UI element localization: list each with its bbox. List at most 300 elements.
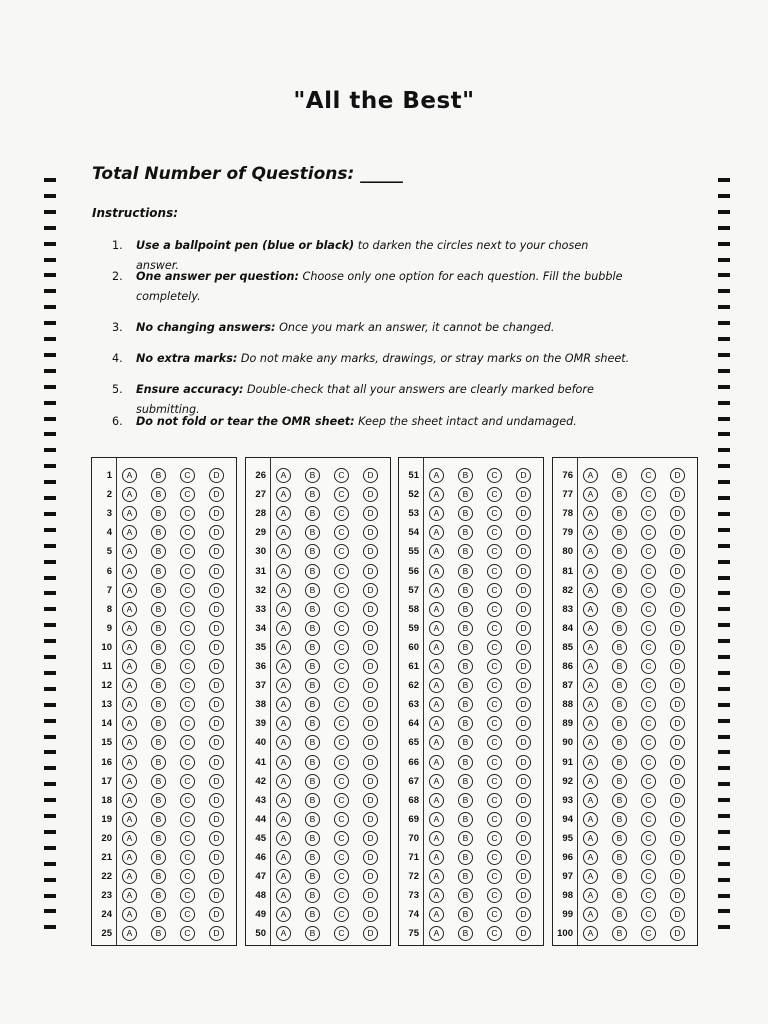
answer-bubble-d[interactable]: D: [516, 888, 531, 903]
answer-bubble-c[interactable]: C: [487, 755, 502, 770]
answer-bubble-a[interactable]: A: [122, 602, 137, 617]
answer-bubble-d[interactable]: D: [516, 621, 531, 636]
answer-bubble-a[interactable]: A: [429, 659, 444, 674]
answer-bubble-c[interactable]: C: [641, 793, 656, 808]
answer-bubble-b[interactable]: B: [151, 621, 166, 636]
answer-bubble-c[interactable]: C: [334, 525, 349, 540]
answer-bubble-a[interactable]: A: [583, 850, 598, 865]
answer-bubble-c[interactable]: C: [334, 735, 349, 750]
answer-bubble-d[interactable]: D: [209, 774, 224, 789]
answer-bubble-c[interactable]: C: [180, 487, 195, 502]
answer-bubble-a[interactable]: A: [122, 678, 137, 693]
answer-bubble-a[interactable]: A: [276, 831, 291, 846]
answer-bubble-d[interactable]: D: [670, 640, 685, 655]
answer-bubble-d[interactable]: D: [516, 926, 531, 941]
answer-bubble-b[interactable]: B: [612, 602, 627, 617]
answer-bubble-a[interactable]: A: [276, 468, 291, 483]
answer-bubble-a[interactable]: A: [583, 697, 598, 712]
answer-bubble-b[interactable]: B: [612, 755, 627, 770]
answer-bubble-b[interactable]: B: [151, 697, 166, 712]
answer-bubble-a[interactable]: A: [122, 812, 137, 827]
answer-bubble-a[interactable]: A: [276, 640, 291, 655]
answer-bubble-b[interactable]: B: [612, 793, 627, 808]
answer-bubble-b[interactable]: B: [612, 888, 627, 903]
answer-bubble-c[interactable]: C: [487, 774, 502, 789]
answer-bubble-a[interactable]: A: [583, 621, 598, 636]
answer-bubble-a[interactable]: A: [429, 544, 444, 559]
answer-bubble-a[interactable]: A: [122, 869, 137, 884]
answer-bubble-c[interactable]: C: [334, 812, 349, 827]
answer-bubble-d[interactable]: D: [516, 640, 531, 655]
answer-bubble-d[interactable]: D: [209, 716, 224, 731]
answer-bubble-d[interactable]: D: [516, 583, 531, 598]
answer-bubble-a[interactable]: A: [276, 735, 291, 750]
answer-bubble-b[interactable]: B: [612, 850, 627, 865]
answer-bubble-d[interactable]: D: [363, 831, 378, 846]
answer-bubble-c[interactable]: C: [180, 525, 195, 540]
answer-bubble-a[interactable]: A: [583, 564, 598, 579]
answer-bubble-a[interactable]: A: [122, 525, 137, 540]
answer-bubble-b[interactable]: B: [151, 468, 166, 483]
answer-bubble-a[interactable]: A: [122, 831, 137, 846]
answer-bubble-b[interactable]: B: [612, 468, 627, 483]
answer-bubble-c[interactable]: C: [180, 583, 195, 598]
answer-bubble-c[interactable]: C: [487, 869, 502, 884]
answer-bubble-c[interactable]: C: [641, 525, 656, 540]
answer-bubble-c[interactable]: C: [334, 487, 349, 502]
answer-bubble-a[interactable]: A: [122, 583, 137, 598]
answer-bubble-b[interactable]: B: [458, 793, 473, 808]
answer-bubble-b[interactable]: B: [151, 487, 166, 502]
answer-bubble-b[interactable]: B: [305, 774, 320, 789]
answer-bubble-b[interactable]: B: [305, 525, 320, 540]
answer-bubble-b[interactable]: B: [612, 926, 627, 941]
answer-bubble-a[interactable]: A: [429, 812, 444, 827]
answer-bubble-b[interactable]: B: [305, 831, 320, 846]
answer-bubble-b[interactable]: B: [305, 907, 320, 922]
answer-bubble-b[interactable]: B: [305, 850, 320, 865]
answer-bubble-a[interactable]: A: [122, 544, 137, 559]
answer-bubble-b[interactable]: B: [305, 621, 320, 636]
answer-bubble-d[interactable]: D: [670, 888, 685, 903]
answer-bubble-d[interactable]: D: [363, 487, 378, 502]
answer-bubble-c[interactable]: C: [180, 506, 195, 521]
answer-bubble-b[interactable]: B: [458, 621, 473, 636]
answer-bubble-d[interactable]: D: [363, 793, 378, 808]
answer-bubble-d[interactable]: D: [363, 678, 378, 693]
answer-bubble-b[interactable]: B: [458, 525, 473, 540]
answer-bubble-c[interactable]: C: [334, 907, 349, 922]
answer-bubble-b[interactable]: B: [458, 544, 473, 559]
answer-bubble-d[interactable]: D: [363, 850, 378, 865]
answer-bubble-b[interactable]: B: [305, 888, 320, 903]
answer-bubble-c[interactable]: C: [641, 888, 656, 903]
answer-bubble-d[interactable]: D: [516, 468, 531, 483]
answer-bubble-c[interactable]: C: [641, 583, 656, 598]
answer-bubble-a[interactable]: A: [122, 697, 137, 712]
answer-bubble-c[interactable]: C: [180, 812, 195, 827]
answer-bubble-a[interactable]: A: [276, 907, 291, 922]
answer-bubble-b[interactable]: B: [458, 640, 473, 655]
answer-bubble-a[interactable]: A: [429, 926, 444, 941]
answer-bubble-b[interactable]: B: [458, 487, 473, 502]
answer-bubble-c[interactable]: C: [180, 716, 195, 731]
answer-bubble-a[interactable]: A: [276, 869, 291, 884]
answer-bubble-c[interactable]: C: [641, 621, 656, 636]
answer-bubble-a[interactable]: A: [429, 850, 444, 865]
answer-bubble-a[interactable]: A: [583, 716, 598, 731]
answer-bubble-a[interactable]: A: [276, 602, 291, 617]
answer-bubble-a[interactable]: A: [276, 850, 291, 865]
answer-bubble-b[interactable]: B: [458, 850, 473, 865]
answer-bubble-d[interactable]: D: [209, 621, 224, 636]
answer-bubble-b[interactable]: B: [151, 888, 166, 903]
answer-bubble-c[interactable]: C: [487, 583, 502, 598]
answer-bubble-c[interactable]: C: [180, 640, 195, 655]
answer-bubble-b[interactable]: B: [458, 755, 473, 770]
answer-bubble-c[interactable]: C: [180, 621, 195, 636]
answer-bubble-c[interactable]: C: [487, 907, 502, 922]
answer-bubble-c[interactable]: C: [641, 640, 656, 655]
answer-bubble-d[interactable]: D: [209, 850, 224, 865]
answer-bubble-d[interactable]: D: [209, 506, 224, 521]
answer-bubble-b[interactable]: B: [458, 678, 473, 693]
answer-bubble-c[interactable]: C: [334, 831, 349, 846]
answer-bubble-c[interactable]: C: [487, 621, 502, 636]
answer-bubble-d[interactable]: D: [209, 640, 224, 655]
answer-bubble-b[interactable]: B: [305, 716, 320, 731]
answer-bubble-c[interactable]: C: [487, 487, 502, 502]
answer-bubble-c[interactable]: C: [641, 926, 656, 941]
answer-bubble-a[interactable]: A: [429, 678, 444, 693]
answer-bubble-a[interactable]: A: [583, 869, 598, 884]
answer-bubble-c[interactable]: C: [641, 907, 656, 922]
answer-bubble-a[interactable]: A: [276, 812, 291, 827]
answer-bubble-b[interactable]: B: [612, 678, 627, 693]
answer-bubble-c[interactable]: C: [641, 506, 656, 521]
answer-bubble-c[interactable]: C: [487, 468, 502, 483]
answer-bubble-b[interactable]: B: [458, 812, 473, 827]
answer-bubble-a[interactable]: A: [583, 755, 598, 770]
answer-bubble-d[interactable]: D: [670, 869, 685, 884]
answer-bubble-b[interactable]: B: [305, 697, 320, 712]
answer-bubble-c[interactable]: C: [180, 735, 195, 750]
answer-bubble-d[interactable]: D: [209, 888, 224, 903]
answer-bubble-d[interactable]: D: [516, 544, 531, 559]
answer-bubble-c[interactable]: C: [641, 716, 656, 731]
answer-bubble-b[interactable]: B: [305, 812, 320, 827]
answer-bubble-b[interactable]: B: [612, 544, 627, 559]
answer-bubble-d[interactable]: D: [516, 564, 531, 579]
answer-bubble-b[interactable]: B: [151, 869, 166, 884]
answer-bubble-a[interactable]: A: [429, 602, 444, 617]
answer-bubble-d[interactable]: D: [670, 602, 685, 617]
answer-bubble-c[interactable]: C: [641, 659, 656, 674]
answer-bubble-d[interactable]: D: [209, 831, 224, 846]
answer-bubble-b[interactable]: B: [458, 583, 473, 598]
answer-bubble-d[interactable]: D: [363, 697, 378, 712]
answer-bubble-a[interactable]: A: [122, 640, 137, 655]
answer-bubble-b[interactable]: B: [612, 812, 627, 827]
answer-bubble-c[interactable]: C: [334, 583, 349, 598]
answer-bubble-a[interactable]: A: [276, 525, 291, 540]
answer-bubble-a[interactable]: A: [276, 621, 291, 636]
answer-bubble-a[interactable]: A: [583, 678, 598, 693]
answer-bubble-a[interactable]: A: [122, 793, 137, 808]
answer-bubble-d[interactable]: D: [363, 602, 378, 617]
answer-bubble-c[interactable]: C: [641, 678, 656, 693]
answer-bubble-a[interactable]: A: [429, 640, 444, 655]
answer-bubble-a[interactable]: A: [276, 793, 291, 808]
answer-bubble-b[interactable]: B: [305, 506, 320, 521]
answer-bubble-d[interactable]: D: [363, 869, 378, 884]
answer-bubble-d[interactable]: D: [516, 774, 531, 789]
answer-bubble-a[interactable]: A: [276, 544, 291, 559]
answer-bubble-d[interactable]: D: [670, 793, 685, 808]
answer-bubble-a[interactable]: A: [583, 812, 598, 827]
answer-bubble-a[interactable]: A: [429, 869, 444, 884]
answer-bubble-c[interactable]: C: [641, 831, 656, 846]
answer-bubble-c[interactable]: C: [641, 869, 656, 884]
answer-bubble-b[interactable]: B: [458, 564, 473, 579]
answer-bubble-d[interactable]: D: [516, 907, 531, 922]
answer-bubble-a[interactable]: A: [429, 716, 444, 731]
answer-bubble-a[interactable]: A: [122, 468, 137, 483]
answer-bubble-c[interactable]: C: [487, 506, 502, 521]
answer-bubble-a[interactable]: A: [583, 544, 598, 559]
answer-bubble-d[interactable]: D: [209, 735, 224, 750]
answer-bubble-a[interactable]: A: [583, 926, 598, 941]
answer-bubble-b[interactable]: B: [458, 831, 473, 846]
answer-bubble-c[interactable]: C: [487, 926, 502, 941]
answer-bubble-d[interactable]: D: [516, 716, 531, 731]
answer-bubble-c[interactable]: C: [641, 755, 656, 770]
answer-bubble-a[interactable]: A: [583, 583, 598, 598]
answer-bubble-a[interactable]: A: [583, 487, 598, 502]
answer-bubble-b[interactable]: B: [305, 793, 320, 808]
answer-bubble-c[interactable]: C: [180, 659, 195, 674]
answer-bubble-b[interactable]: B: [458, 907, 473, 922]
answer-bubble-b[interactable]: B: [305, 564, 320, 579]
answer-bubble-d[interactable]: D: [670, 735, 685, 750]
answer-bubble-b[interactable]: B: [458, 659, 473, 674]
answer-bubble-d[interactable]: D: [516, 602, 531, 617]
answer-bubble-c[interactable]: C: [180, 831, 195, 846]
answer-bubble-c[interactable]: C: [334, 793, 349, 808]
answer-bubble-d[interactable]: D: [363, 506, 378, 521]
answer-bubble-a[interactable]: A: [429, 907, 444, 922]
answer-bubble-a[interactable]: A: [276, 487, 291, 502]
answer-bubble-c[interactable]: C: [180, 468, 195, 483]
answer-bubble-d[interactable]: D: [363, 926, 378, 941]
answer-bubble-c[interactable]: C: [334, 544, 349, 559]
answer-bubble-b[interactable]: B: [151, 735, 166, 750]
answer-bubble-d[interactable]: D: [670, 564, 685, 579]
answer-bubble-d[interactable]: D: [363, 907, 378, 922]
answer-bubble-b[interactable]: B: [458, 774, 473, 789]
answer-bubble-d[interactable]: D: [209, 793, 224, 808]
answer-bubble-b[interactable]: B: [151, 755, 166, 770]
answer-bubble-b[interactable]: B: [305, 755, 320, 770]
answer-bubble-b[interactable]: B: [151, 659, 166, 674]
answer-bubble-b[interactable]: B: [151, 831, 166, 846]
answer-bubble-d[interactable]: D: [670, 926, 685, 941]
answer-bubble-b[interactable]: B: [612, 525, 627, 540]
answer-bubble-a[interactable]: A: [583, 774, 598, 789]
answer-bubble-c[interactable]: C: [487, 525, 502, 540]
answer-bubble-d[interactable]: D: [670, 678, 685, 693]
answer-bubble-c[interactable]: C: [487, 640, 502, 655]
answer-bubble-b[interactable]: B: [612, 774, 627, 789]
answer-bubble-c[interactable]: C: [487, 812, 502, 827]
answer-bubble-d[interactable]: D: [363, 774, 378, 789]
answer-bubble-a[interactable]: A: [122, 621, 137, 636]
answer-bubble-d[interactable]: D: [209, 697, 224, 712]
answer-bubble-d[interactable]: D: [209, 907, 224, 922]
answer-bubble-d[interactable]: D: [516, 506, 531, 521]
answer-bubble-c[interactable]: C: [487, 850, 502, 865]
answer-bubble-d[interactable]: D: [209, 583, 224, 598]
answer-bubble-c[interactable]: C: [180, 850, 195, 865]
answer-bubble-d[interactable]: D: [516, 697, 531, 712]
answer-bubble-b[interactable]: B: [612, 506, 627, 521]
answer-bubble-c[interactable]: C: [334, 774, 349, 789]
answer-bubble-b[interactable]: B: [612, 487, 627, 502]
answer-bubble-b[interactable]: B: [305, 468, 320, 483]
answer-bubble-d[interactable]: D: [516, 850, 531, 865]
answer-bubble-d[interactable]: D: [670, 907, 685, 922]
answer-bubble-a[interactable]: A: [122, 755, 137, 770]
answer-bubble-d[interactable]: D: [209, 659, 224, 674]
answer-bubble-d[interactable]: D: [670, 506, 685, 521]
answer-bubble-b[interactable]: B: [305, 659, 320, 674]
answer-bubble-d[interactable]: D: [209, 602, 224, 617]
answer-bubble-a[interactable]: A: [122, 888, 137, 903]
answer-bubble-d[interactable]: D: [670, 850, 685, 865]
answer-bubble-d[interactable]: D: [209, 468, 224, 483]
answer-bubble-d[interactable]: D: [516, 678, 531, 693]
answer-bubble-c[interactable]: C: [487, 831, 502, 846]
answer-bubble-d[interactable]: D: [363, 525, 378, 540]
answer-bubble-a[interactable]: A: [583, 831, 598, 846]
answer-bubble-b[interactable]: B: [151, 506, 166, 521]
answer-bubble-c[interactable]: C: [334, 678, 349, 693]
answer-bubble-c[interactable]: C: [641, 697, 656, 712]
answer-bubble-c[interactable]: C: [334, 621, 349, 636]
answer-bubble-c[interactable]: C: [641, 487, 656, 502]
answer-bubble-a[interactable]: A: [429, 564, 444, 579]
answer-bubble-b[interactable]: B: [612, 640, 627, 655]
answer-bubble-d[interactable]: D: [209, 487, 224, 502]
answer-bubble-c[interactable]: C: [180, 869, 195, 884]
answer-bubble-d[interactable]: D: [670, 659, 685, 674]
answer-bubble-c[interactable]: C: [334, 697, 349, 712]
answer-bubble-c[interactable]: C: [334, 716, 349, 731]
answer-bubble-a[interactable]: A: [583, 506, 598, 521]
answer-bubble-a[interactable]: A: [122, 907, 137, 922]
answer-bubble-d[interactable]: D: [516, 869, 531, 884]
answer-bubble-c[interactable]: C: [641, 544, 656, 559]
answer-bubble-a[interactable]: A: [122, 774, 137, 789]
answer-bubble-c[interactable]: C: [180, 774, 195, 789]
answer-bubble-c[interactable]: C: [180, 544, 195, 559]
answer-bubble-a[interactable]: A: [583, 907, 598, 922]
answer-bubble-d[interactable]: D: [209, 525, 224, 540]
answer-bubble-b[interactable]: B: [151, 812, 166, 827]
answer-bubble-b[interactable]: B: [458, 926, 473, 941]
answer-bubble-d[interactable]: D: [670, 697, 685, 712]
answer-bubble-b[interactable]: B: [151, 640, 166, 655]
answer-bubble-d[interactable]: D: [209, 926, 224, 941]
answer-bubble-c[interactable]: C: [334, 564, 349, 579]
answer-bubble-c[interactable]: C: [180, 697, 195, 712]
answer-bubble-d[interactable]: D: [363, 621, 378, 636]
answer-bubble-b[interactable]: B: [458, 869, 473, 884]
answer-bubble-b[interactable]: B: [151, 678, 166, 693]
answer-bubble-a[interactable]: A: [429, 697, 444, 712]
answer-bubble-c[interactable]: C: [487, 888, 502, 903]
answer-bubble-a[interactable]: A: [276, 774, 291, 789]
answer-bubble-c[interactable]: C: [641, 774, 656, 789]
answer-bubble-b[interactable]: B: [458, 716, 473, 731]
answer-bubble-c[interactable]: C: [180, 926, 195, 941]
answer-bubble-b[interactable]: B: [151, 583, 166, 598]
answer-bubble-b[interactable]: B: [305, 640, 320, 655]
answer-bubble-a[interactable]: A: [276, 564, 291, 579]
answer-bubble-c[interactable]: C: [180, 793, 195, 808]
answer-bubble-a[interactable]: A: [583, 659, 598, 674]
answer-bubble-c[interactable]: C: [180, 907, 195, 922]
answer-bubble-b[interactable]: B: [458, 697, 473, 712]
answer-bubble-b[interactable]: B: [151, 544, 166, 559]
answer-bubble-b[interactable]: B: [151, 926, 166, 941]
answer-bubble-a[interactable]: A: [276, 678, 291, 693]
answer-bubble-d[interactable]: D: [209, 869, 224, 884]
answer-bubble-a[interactable]: A: [429, 468, 444, 483]
answer-bubble-c[interactable]: C: [641, 564, 656, 579]
answer-bubble-d[interactable]: D: [670, 716, 685, 731]
answer-bubble-c[interactable]: C: [180, 602, 195, 617]
answer-bubble-c[interactable]: C: [641, 735, 656, 750]
answer-bubble-b[interactable]: B: [151, 907, 166, 922]
answer-bubble-d[interactable]: D: [363, 640, 378, 655]
answer-bubble-a[interactable]: A: [429, 525, 444, 540]
answer-bubble-a[interactable]: A: [122, 735, 137, 750]
answer-bubble-b[interactable]: B: [151, 564, 166, 579]
answer-bubble-b[interactable]: B: [305, 487, 320, 502]
answer-bubble-d[interactable]: D: [516, 831, 531, 846]
answer-bubble-c[interactable]: C: [641, 602, 656, 617]
answer-bubble-b[interactable]: B: [305, 678, 320, 693]
answer-bubble-c[interactable]: C: [334, 888, 349, 903]
answer-bubble-b[interactable]: B: [305, 583, 320, 598]
answer-bubble-b[interactable]: B: [305, 735, 320, 750]
answer-bubble-b[interactable]: B: [151, 602, 166, 617]
answer-bubble-d[interactable]: D: [363, 468, 378, 483]
answer-bubble-a[interactable]: A: [122, 564, 137, 579]
answer-bubble-a[interactable]: A: [583, 888, 598, 903]
answer-bubble-d[interactable]: D: [516, 659, 531, 674]
answer-bubble-a[interactable]: A: [429, 831, 444, 846]
answer-bubble-d[interactable]: D: [670, 831, 685, 846]
answer-bubble-b[interactable]: B: [305, 602, 320, 617]
answer-bubble-d[interactable]: D: [670, 755, 685, 770]
answer-bubble-a[interactable]: A: [276, 659, 291, 674]
answer-bubble-c[interactable]: C: [487, 678, 502, 693]
answer-bubble-d[interactable]: D: [516, 735, 531, 750]
answer-bubble-d[interactable]: D: [209, 812, 224, 827]
answer-bubble-c[interactable]: C: [180, 888, 195, 903]
